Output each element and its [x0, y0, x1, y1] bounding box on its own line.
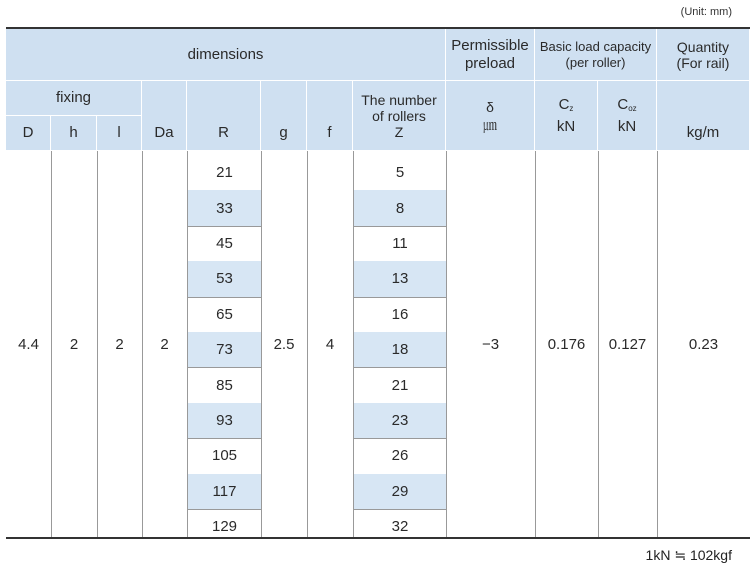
header-dimensions: dimensions	[6, 29, 446, 81]
table-row-R: 45	[216, 234, 233, 252]
table-row-Z: 5	[395, 164, 405, 182]
header-quantity-unit: kg/m	[657, 81, 750, 151]
header-f: f	[307, 81, 353, 151]
value-D: 4.4	[18, 335, 39, 353]
header-D: D	[6, 116, 51, 151]
table-row-Z: 18	[354, 332, 446, 367]
coz-symbol: C	[617, 95, 629, 113]
table-row-Z: 23	[354, 403, 446, 438]
header-preload-unit: δ ㎛	[446, 81, 535, 151]
table-row-Z: 8	[354, 190, 446, 225]
table-row-R: 105	[211, 447, 238, 465]
coz-subscript: oz	[628, 103, 637, 113]
header-cz	[535, 81, 598, 151]
header-fixing: fixing	[6, 81, 142, 116]
table-row-Z: 11	[392, 234, 408, 252]
coz-unit: kN	[617, 117, 637, 135]
table-row-R: 53	[188, 261, 261, 296]
table-row-Z: 16	[391, 305, 409, 323]
header-coz	[598, 81, 657, 151]
table-row-Z: 29	[354, 474, 446, 509]
header-h: h	[51, 116, 97, 151]
table-row-R: 93	[188, 403, 261, 438]
value-f: 4	[325, 335, 335, 353]
header-R: R	[187, 81, 261, 151]
cz-unit: kN	[556, 117, 576, 135]
header-g: g	[261, 81, 307, 151]
value-g: 2.5	[273, 335, 295, 353]
unit-note: (Unit: mm)	[680, 6, 732, 18]
footnote: 1kN ≒ 102kgf	[645, 547, 732, 563]
table-row-R: 73	[188, 332, 261, 367]
value-l: 2	[115, 335, 124, 353]
table-row-R: 33	[188, 190, 261, 225]
table-row-Z: 32	[391, 518, 409, 536]
table-row-R: 129	[211, 518, 238, 536]
cz-symbol: C	[558, 95, 570, 113]
value-cz: 0.176	[547, 335, 586, 353]
value-quantity: 0.23	[688, 335, 719, 353]
table-row-R: 85	[216, 376, 233, 394]
header-load-capacity: Basic load capacity (per roller)	[535, 29, 657, 81]
bottom-rule	[6, 537, 750, 539]
cz-subscript: z	[569, 103, 574, 113]
value-preload: −3	[481, 335, 500, 353]
header-rollers: The number of rollers Z	[353, 81, 446, 151]
table-row-Z: 26	[391, 447, 409, 465]
table-row-Z: 13	[354, 261, 446, 296]
header-preload: Permissible preload	[446, 29, 535, 81]
header-l: l	[97, 116, 142, 151]
value-Da: 2	[160, 335, 169, 353]
table-row-R: 21	[216, 164, 233, 182]
table-row-R: 117	[188, 474, 261, 509]
header-Da: Da	[142, 81, 187, 151]
value-h: 2	[69, 335, 79, 353]
header-quantity: Quantity (For rail)	[657, 29, 750, 81]
table-row-R: 65	[216, 305, 233, 323]
value-coz: 0.127	[608, 335, 647, 353]
table-row-Z: 21	[391, 376, 409, 394]
